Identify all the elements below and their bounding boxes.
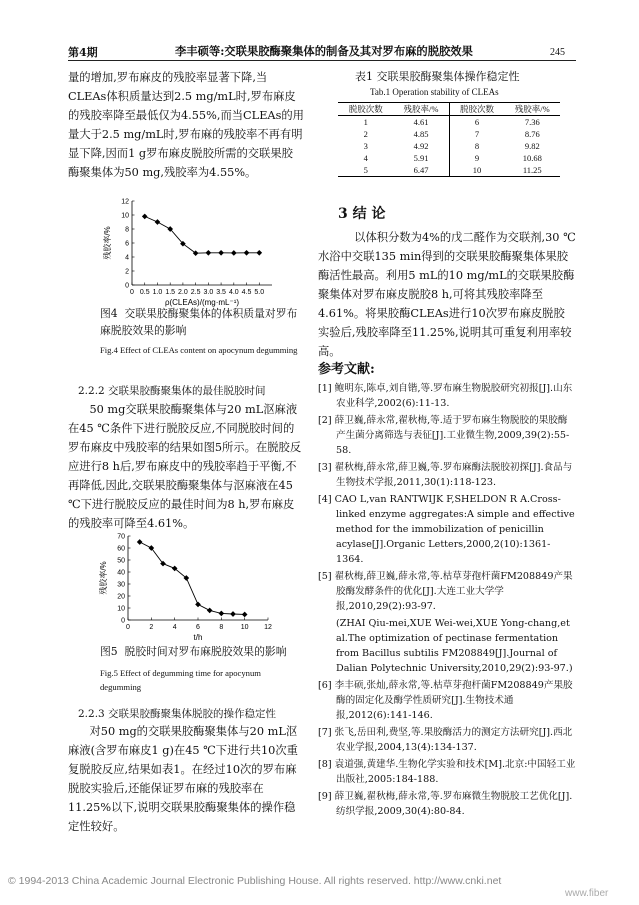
reference-item: [3] 翟秋梅,薛永常,薛卫巍,等.罗布麻酶法脱胶初探[J].食品与生物技术学报,2011,30(1):118-123. xyxy=(318,462,573,488)
fig4-chart xyxy=(100,195,280,310)
fig5-data-point xyxy=(195,602,201,608)
table-cell: 8.76 xyxy=(524,129,540,139)
fig4-x-tick-label: 3.5 xyxy=(216,289,226,296)
table-cell: 4.85 xyxy=(394,128,450,140)
fig5-data-point xyxy=(219,611,225,617)
fig4-y-tick-label: 8 xyxy=(125,226,129,234)
running-header xyxy=(0,0,639,68)
watermark: www.fiber xyxy=(565,888,609,899)
issue-number: 第4期 xyxy=(68,46,98,59)
page-number: 245 xyxy=(550,47,565,58)
table-row xyxy=(338,152,560,164)
fig4-x-tick-label: 2.0 xyxy=(178,289,188,296)
reference-item-translation: (ZHAI Qiu-mei,XUE Wei-wei,XUE Yong-chang,et al.The optimization of pectinase fermentation from Bacillus subtilis FM208849[J].Journal of Dalian Polytechnic University,2010,29(2):93-97.) xyxy=(336,618,573,674)
fig5-data-point xyxy=(137,539,143,545)
copyright-footer: © 1994-2013 China Academic Journal Electronic Publishing House. All rights reserved. http://www.cnki.net xyxy=(8,875,502,887)
fig4-caption-en: Fig.4 Effect of CLEAs content on apocynum degumming xyxy=(100,345,298,355)
fig4-x-tick-label: 1.0 xyxy=(152,289,163,296)
fig5-x-tick-label: 6 xyxy=(196,624,200,631)
table-cell: 7 xyxy=(474,129,480,139)
fig5-data-point xyxy=(242,612,248,618)
table-cell: 9.82 xyxy=(524,141,540,151)
fig4-data-point xyxy=(256,250,262,256)
fig4-x-tick-label: 0.5 xyxy=(139,289,150,296)
fig5-data-point xyxy=(230,611,236,617)
table-cell: 10.68 xyxy=(522,153,542,163)
table-cell: 6 xyxy=(474,117,480,127)
table-cell: 4.92 xyxy=(394,140,450,152)
fig4-y-axis-label: 残胶率/% xyxy=(103,226,112,260)
references-heading: 参考文献: xyxy=(318,362,375,377)
fig5-chart xyxy=(96,530,276,645)
section-3-heading: 3 结 论 xyxy=(338,206,386,222)
fig5-x-tick-label: 8 xyxy=(219,624,224,631)
fig5-x-tick-label: 10 xyxy=(240,624,249,631)
fig4-data-point xyxy=(155,219,161,225)
table1-header-cell: 脱胶次数 xyxy=(348,104,383,114)
fig5-x-tick-label: 2 xyxy=(149,624,154,631)
reference-item: [8] 袁道强,黄建华.生物化学实验和技术[M].北京:中国轻工业出版社,2005:184-188. xyxy=(318,759,576,785)
reference-item: [7] 张飞,岳田利,费坚,等.果胶酶活力的测定方法研究[J].西北农业学报,2004,13(4):134-137. xyxy=(318,727,573,753)
fig5-x-tick-label: 4 xyxy=(172,624,177,631)
table-cell: 4 xyxy=(363,153,368,163)
fig5-caption-text: 脱胶时间对罗布麻脱胶效果的影响 xyxy=(124,645,287,658)
fig4-series-line xyxy=(145,216,260,253)
reference-item: [4] CAO L,van RANTWIJK F,SHELDON R A.Cross-linked enzyme aggregates:A simple and effective method for the immobilization of penicillin acylase[J].Organic Letters,2000,2(10):1361-1364. xyxy=(318,494,575,565)
fig5-y-axis-label: 残胶率/% xyxy=(99,561,108,595)
fig4-data-point xyxy=(218,250,224,256)
table-cell: 1 xyxy=(363,117,368,127)
fig5-x-tick-label: 12 xyxy=(264,624,272,631)
fig4-data-point xyxy=(244,250,250,256)
conclusion-paragraph: 以体积分数为4%的戊二醛作为交联剂,30 ℃水浴中交联135 min得到的交联果胶酶聚集体果胶酶活性最高。利用5 mL的10 mg/mL的交联果胶酶聚集体对罗布麻皮脱胶8 h,可将其残胶率降至4.61%。将果胶酶CLEAs进行10次罗布麻皮脱胶实验后,残胶率降至11.25%,说明其可重复利用率较高。 xyxy=(318,231,576,358)
fig4-y-tick-label: 0 xyxy=(125,282,129,290)
table-cell: 10 xyxy=(472,165,482,175)
fig4-x-tick-label: 2.5 xyxy=(190,289,201,296)
reference-list xyxy=(318,381,576,821)
table-cell: 9 xyxy=(474,153,480,163)
fig5-y-tick-label: 0 xyxy=(121,617,125,625)
table1 xyxy=(338,102,560,177)
fig4-y-tick-label: 10 xyxy=(121,212,129,220)
table-cell: 2 xyxy=(363,129,368,139)
table-cell: 8 xyxy=(474,141,480,151)
fig4-x-tick-label: 3.0 xyxy=(203,289,214,296)
table1-header-cell: 脱胶次数 xyxy=(459,104,494,114)
table-row xyxy=(338,128,560,140)
fig4-y-tick-label: 4 xyxy=(125,254,129,262)
fig4-data-point xyxy=(206,250,212,256)
fig5-x-tick-label: 0 xyxy=(126,624,130,631)
fig4-x-tick-label: 5.0 xyxy=(254,289,265,296)
fig5-series-line xyxy=(140,542,245,614)
reference-item: [2] 薛卫巍,薛永常,翟秋梅,等.适于罗布麻生物脱胶的果胶酶产生菌分离筛选与表征[J].工业微生物,2009,39(2):55-58. xyxy=(318,415,570,456)
reference-item: [9] 薛卫巍,翟秋梅,薛永常,等.罗布麻微生物脱胶工艺优化[J].纺织学报,2009,30(4):80-84. xyxy=(318,791,573,817)
fig4-x-tick-label: 1.5 xyxy=(165,289,176,296)
fig4-x-tick-label: 4.5 xyxy=(241,289,252,296)
table-row xyxy=(338,140,560,152)
table-cell: 6.47 xyxy=(394,164,450,177)
fig5-data-point xyxy=(207,608,213,614)
table1-title-zh: 表1 交联果胶酶聚集体操作稳定性 xyxy=(355,70,520,83)
fig5-y-tick-label: 70 xyxy=(117,533,125,541)
fig5-y-tick-label: 40 xyxy=(117,569,125,577)
fig5-caption-en: Fig.5 Effect of degumming time for apocynum degumming xyxy=(100,668,261,692)
table-cell: 4.61 xyxy=(394,116,450,129)
fig4-y-tick-label: 12 xyxy=(121,198,129,206)
fig5-x-axis-label: t/h xyxy=(193,633,203,642)
reference-item: [1] 鲍明东,陈卓,刘自锴,等.罗布麻生物脱胶研究初报[J].山东农业科学,2002(6):11-13. xyxy=(318,383,573,409)
section-2-2-3-heading: 2.2.3 交联果胶酶聚集体脱胶的操作稳定性 xyxy=(78,708,277,720)
fig5-label: 图5 xyxy=(100,645,118,658)
table-row xyxy=(338,116,560,129)
fig5-y-tick-label: 30 xyxy=(117,581,125,589)
table-cell: 7.36 xyxy=(524,117,540,127)
fig4-data-point xyxy=(231,250,237,256)
fig4-x-tick-label: 0 xyxy=(130,289,134,296)
section-2-2-3-body: 对50 mg的交联果胶酶聚集体与20 mL沤麻液(含罗布麻皮1 g)在45 ℃下进行共10次重复脱胶反应,结果如表1。在经过10次的罗布麻脱胶实验后,还能保证罗布麻的残胶率在11.25%以下,说明交联果胶酶聚集体的操作稳定性较好。 xyxy=(68,725,298,833)
paragraph-clea-dose: 量的增加,罗布麻皮的残胶率显著下降,当CLEAs体积质量达到2.5 mg/mL时,罗布麻皮的残胶率降至最低仅为4.55%,而当CLEAs的用量大于2.5 mg/mL时,罗布麻的残胶率不再有明显下降,因而1 g罗布麻皮脱胶所需的交联果胶酶聚集体为50 mg,残胶率为4.55%。 xyxy=(68,71,304,179)
section-2-2-2-heading: 2.2.2 交联果胶酶聚集体的最佳脱胶时间 xyxy=(78,385,266,397)
reference-item: [6] 李丰硕,张灿,薛永常,等.枯草芽孢杆菌FM208849产果胶酶的固定化及酶学性质研究[J].生物技术通报,2012(6):141-146. xyxy=(318,680,573,721)
fig5-caption-zh xyxy=(100,643,305,660)
table-row xyxy=(338,164,560,177)
fig4-data-point xyxy=(142,214,148,220)
fig4-x-axis-label: ρ(CLEAs)/(mg·mL⁻¹) xyxy=(164,298,240,307)
fig4-y-tick-label: 2 xyxy=(125,268,129,276)
running-title: 李丰硕等:交联果胶酶聚集体的制备及其对罗布麻的脱胶效果 xyxy=(175,44,473,58)
section-2-2-2-body: 50 mg交联果胶酶聚集体与20 mL沤麻液在45 ℃条件下进行脱胶反应,不同脱胶时间的罗布麻皮中残胶率的结果如图5所示。在脱胶反应进行8 h后,罗布麻皮中的残胶率趋于平衡,不再降低,因此,交联果胶酶聚集体与沤麻液在45 ℃下进行脱胶反应的最佳时间为8 h,罗布麻皮的残胶率可降至4.61%。 xyxy=(68,403,302,530)
fig5-y-tick-label: 60 xyxy=(117,545,125,553)
fig4-label: 图4 xyxy=(100,307,118,320)
table-cell: 11.25 xyxy=(522,165,542,175)
table1-header-cell: 残胶率/% xyxy=(394,103,450,116)
fig4-caption-zh xyxy=(100,305,305,339)
reference-item: [5] 翟秋梅,薛卫巍,薛永常,等.枯草芽孢杆菌FM208849产果胶酶发酵条件的优化[J].大连工业大学学报,2010,29(2):93-97. xyxy=(318,571,573,612)
fig5-y-tick-label: 50 xyxy=(117,557,125,565)
header-rule xyxy=(68,60,576,61)
table-cell: 5.91 xyxy=(394,152,450,164)
table1-header-cell: 残胶率/% xyxy=(514,104,550,114)
fig5-y-tick-label: 20 xyxy=(117,593,125,601)
fig5-y-tick-label: 10 xyxy=(117,605,125,613)
fig4-caption-text: 交联果胶酶聚集体的体积质量对罗布麻脱胶效果的影响 xyxy=(100,307,298,337)
fig4-y-tick-label: 6 xyxy=(125,240,129,248)
table-cell: 3 xyxy=(363,141,368,151)
table1-title-en: Tab.1 Operation stability of CLEAs xyxy=(370,87,499,97)
table-cell: 5 xyxy=(363,165,368,175)
fig4-x-tick-label: 4.0 xyxy=(228,289,239,296)
